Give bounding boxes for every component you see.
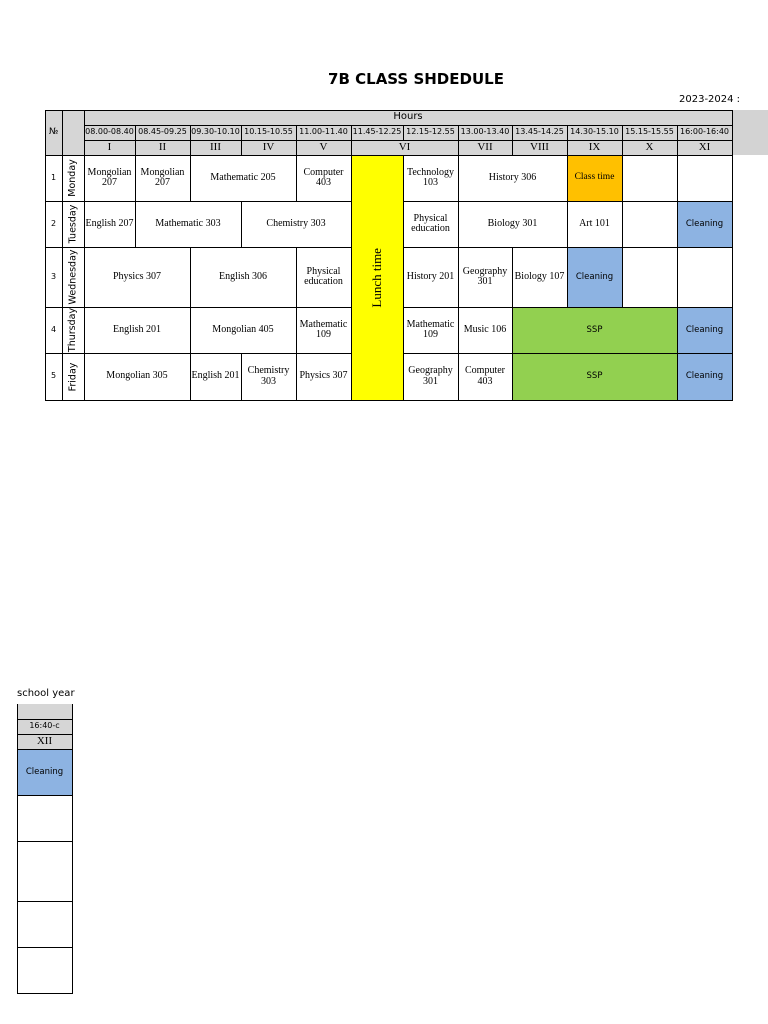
lesson-cell: Mathematic 109 bbox=[406, 318, 455, 340]
time-header: 15.15-15.55 bbox=[622, 125, 677, 140]
period-header: VII bbox=[458, 140, 512, 155]
day-label: Wednesday bbox=[67, 249, 79, 305]
lesson-cell: Mongolian 207 bbox=[140, 166, 185, 188]
period-header: VI bbox=[351, 140, 458, 155]
lesson-cell: Computer 403 bbox=[303, 166, 344, 188]
day-label: Thursday bbox=[67, 307, 79, 353]
lesson-cell: Technology 103 bbox=[406, 166, 455, 188]
time-header: 11.00-11.40 bbox=[296, 125, 351, 140]
lesson-cell: English 207 bbox=[85, 217, 134, 229]
time-header: 12.15-12.55 bbox=[403, 125, 458, 140]
lunch-time-cell: Lunch time bbox=[351, 155, 403, 400]
time-header: 11.45-12.25 bbox=[351, 125, 403, 140]
class-time-cell: Class time bbox=[567, 155, 622, 201]
day-number: 5 bbox=[50, 371, 57, 381]
continuation-period-header: XII bbox=[17, 734, 72, 749]
lesson-cell: Mongolian 207 bbox=[87, 166, 132, 188]
period-header: VIII bbox=[512, 140, 567, 155]
day-number: 1 bbox=[50, 172, 57, 182]
continuation-time-header: 16:40-c bbox=[17, 719, 72, 734]
lesson-cell: Music 106 bbox=[463, 323, 507, 335]
time-header: 08.45-09.25 bbox=[135, 125, 190, 140]
lesson-cell: Physics 307 bbox=[112, 270, 162, 282]
lesson-cell: Computer 403 bbox=[465, 365, 505, 387]
ssp-cell: SSP bbox=[512, 353, 677, 400]
lesson-cell: Mathematic 303 bbox=[155, 217, 221, 229]
period-header: III bbox=[190, 140, 241, 155]
day-number: 3 bbox=[50, 271, 57, 281]
lesson-cell: History 201 bbox=[406, 270, 455, 282]
lesson-cell: Physics 307 bbox=[299, 370, 348, 382]
lesson-cell: Physical education bbox=[304, 265, 343, 287]
hours-header: Hours bbox=[84, 110, 732, 125]
time-header: 16:00-16:40 bbox=[677, 125, 732, 140]
school-year-text: 2023-2024 : bbox=[679, 94, 741, 105]
lesson-cell: Mathematic 109 bbox=[299, 318, 348, 340]
day-label: Monday bbox=[67, 159, 79, 197]
lesson-cell: Mongolian 305 bbox=[106, 370, 168, 382]
ssp-cell: SSP bbox=[512, 307, 677, 353]
cleaning-cell: Cleaning bbox=[567, 247, 622, 307]
lesson-cell: Art 101 bbox=[579, 217, 610, 229]
period-header: IX bbox=[567, 140, 622, 155]
time-header: 13.45-14.25 bbox=[512, 125, 567, 140]
day-label: Friday bbox=[67, 362, 79, 391]
lesson-cell: English 201 bbox=[191, 370, 240, 382]
period-header: I bbox=[84, 140, 135, 155]
lesson-cell: Biology 107 bbox=[514, 270, 565, 282]
lesson-cell: History 306 bbox=[488, 171, 537, 183]
time-header: 10.15-10.55 bbox=[241, 125, 296, 140]
time-header: 13.00-13.40 bbox=[458, 125, 512, 140]
time-header: 08.00-08.40 bbox=[84, 125, 135, 140]
cleaning-cell: Cleaning bbox=[677, 353, 732, 400]
period-header: X bbox=[622, 140, 677, 155]
lesson-cell: Physical education bbox=[411, 212, 450, 234]
lesson-cell: Mongolian 405 bbox=[212, 323, 274, 335]
lesson-cell: English 201 bbox=[112, 323, 162, 335]
lesson-cell: Geography 301 bbox=[408, 365, 453, 387]
lesson-cell: Mathematic 205 bbox=[210, 171, 276, 183]
lesson-cell: Chemistry 303 bbox=[247, 365, 290, 387]
period-header: II bbox=[135, 140, 190, 155]
time-header: 14.30-15.10 bbox=[567, 125, 622, 140]
day-number: 4 bbox=[50, 324, 57, 334]
lesson-cell: Biology 301 bbox=[487, 217, 538, 229]
day-number: 2 bbox=[50, 218, 57, 228]
cleaning-cell: Cleaning bbox=[677, 201, 732, 247]
time-header: 09.30-10.10 bbox=[190, 125, 241, 140]
lesson-cell: English 306 bbox=[218, 270, 268, 282]
lesson-cell: Geography 301 bbox=[462, 265, 508, 287]
cleaning-cell: Cleaning bbox=[677, 307, 732, 353]
page-title: 7B CLASS SHDEDULE bbox=[328, 70, 504, 88]
school-year-label: school year bbox=[17, 688, 75, 699]
period-header: IV bbox=[241, 140, 296, 155]
day-label: Tuesday bbox=[67, 204, 79, 244]
number-header: № bbox=[45, 110, 62, 155]
cleaning-cell: Cleaning bbox=[17, 749, 72, 795]
period-header: V bbox=[296, 140, 351, 155]
lesson-cell: Chemistry 303 bbox=[266, 217, 326, 229]
period-header: XI bbox=[677, 140, 732, 155]
